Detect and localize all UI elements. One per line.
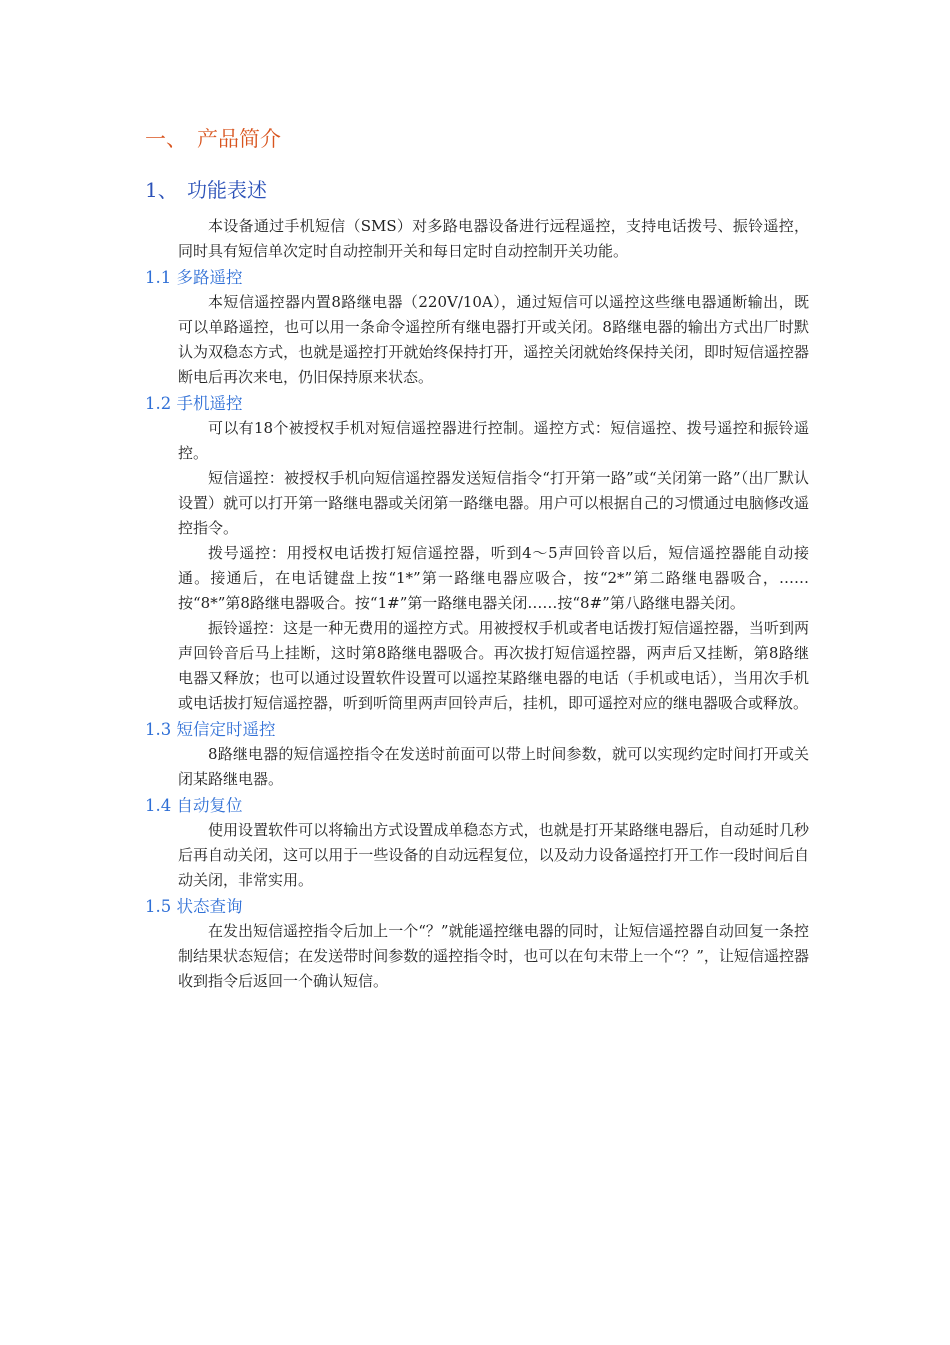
intro-paragraph: 本设备通过手机短信（SMS）对多路电器设备进行远程遥控，支持电话拨号、振铃遥控，同时具有短信单次定时自动控制开关和每日定时自动控制开关功能。 [178,217,809,260]
paragraph: 短信遥控：被授权手机向短信遥控器发送短信指令“打开第一路”或“关闭第一路”（出厂默认设置）就可以打开第一路继电器或关闭第一路继电器。用户可以根据自己的习惯通过电脑修改遥控指令。 [178,469,809,537]
paragraph: 振铃遥控：这是一种无费用的遥控方式。用被授权手机或者电话拨打短信遥控器，当听到两声回铃音后马上挂断，这时第8路继电器吸合。再次拔打短信遥控器，两声后又挂断，第8路继电器又释放；也可以通过设置软件设置可以遥控某路继电器的电话（手机或电话），当用次手机或电话拔打短信遥控器，听到听筒里两声回铃声后，挂机，即可遥控对应的继电器吸合或释放。 [178,619,809,712]
heading-auto-reset: 1.4 自动复位 [145,796,243,815]
heading-title: 功能表述 [187,178,267,202]
paragraph: 使用设置软件可以将输出方式设置成单稳态方式，也就是打开某路继电器后，自动延时几秒后再自动关闭，这可以用于一些设备的自动远程复位，以及动力设备遥控打开工作一段时间后自动关闭，非常实用。 [178,821,809,889]
subsection-heading-function [145,176,267,204]
paragraph: 拨号遥控：用授权电话拨打短信遥控器，听到4～5声回铃音以后，短信遥控器能自动接通。接通后，在电话键盘上按“1*”第一路继电器应吸合，按“2*”第二路继电器吸合，……按“8*”第8路继电器吸合。按“1#”第一路继电器关闭……按“8#”第八路继电器关闭。 [178,544,809,612]
paragraph: 本短信遥控器内置8路继电器（220V/10A），通过短信可以遥控这些继电器通断输出，既可以单路遥控，也可以用一条命令遥控所有继电器打开或关闭。8路继电器的输出方式出厂时默认为双稳态方式，也就是遥控打开就始终保持打开，遥控关闭就始终保持关闭，即时短信遥控器断电后再次来电，仍旧保持原来状态。 [178,293,809,386]
paragraph: 可以有18个被授权手机对短信遥控器进行控制。遥控方式：短信遥控、拨号遥控和振铃遥控。 [178,419,809,462]
paragraph: 在发出短信遥控指令后加上一个“？”就能遥控继电器的同时，让短信遥控器自动回复一条控制结果状态短信；在发送带时间参数的遥控指令时，也可以在句末带上一个“？”，让短信遥控器收到指令后返回一个确认短信。 [178,922,809,990]
heading-number: 1、 [145,178,178,202]
document-body [145,214,809,994]
heading-number: 一、 [145,127,187,151]
paragraph: 8路继电器的短信遥控指令在发送时前面可以带上时间参数，就可以实现约定时间打开或关闭某路继电器。 [178,745,809,788]
heading-status-query: 1.5 状态查询 [145,897,243,916]
section-heading-product-intro [145,124,281,154]
heading-phone-control: 1.2 手机遥控 [145,394,243,413]
heading-multi-channel-control: 1.1 多路遥控 [145,268,243,287]
heading-title: 产品简介 [197,127,281,151]
heading-sms-timed-control: 1.3 短信定时遥控 [145,720,276,739]
